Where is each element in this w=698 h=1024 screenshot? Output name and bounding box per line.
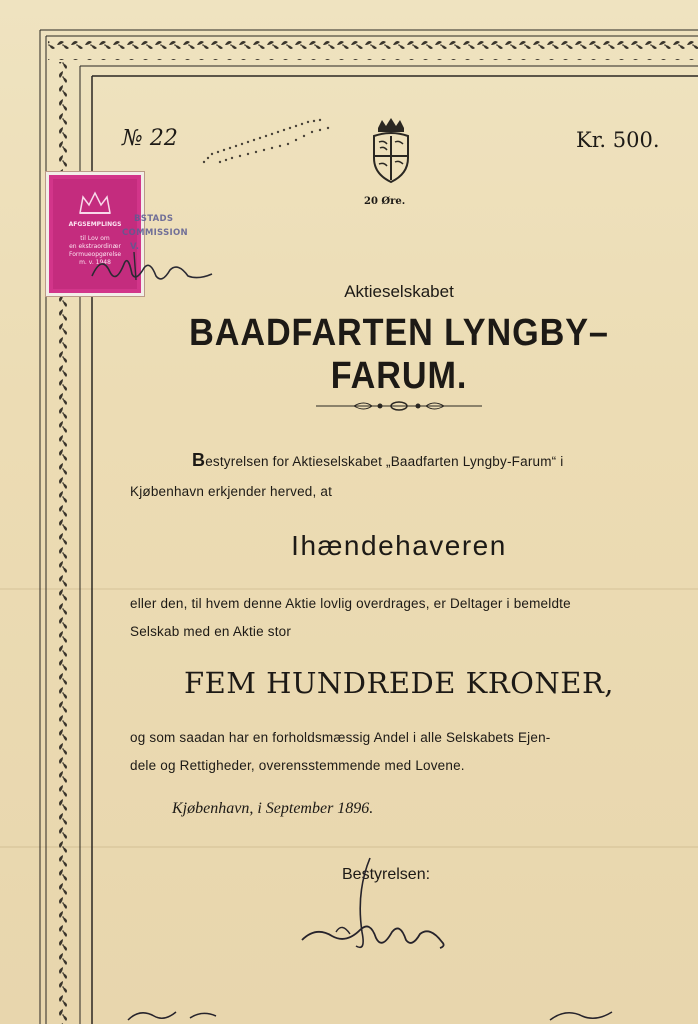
stamp-crown-icon [77,191,113,217]
stamp-line-4: Formueopgørelse [68,251,122,258]
number-value: 22 [149,126,178,151]
board-signature [296,852,456,962]
paragraph-2-line-2: Selskab med en Aktie stor [130,624,292,639]
royal-crest-icon [368,118,414,190]
drop-initial: B [192,450,206,470]
ornament-divider [314,396,484,416]
certificate-number [122,126,178,151]
stamp-line-2: til Lov om [80,235,110,242]
lower-signatures [120,1004,698,1024]
value-in-words: FEM HUNDREDE KRONER, [183,666,615,700]
stamp-duty: 20 Øre. [364,196,406,207]
paragraph-1-line-1 [192,450,564,471]
company-name: BAADFARTEN LYNGBY–FARUM. [189,312,609,397]
paragraph-2-line-1: eller den, til hvem denne Aktie lovlig overdrages, er Deltager i bemeldte [130,596,571,611]
place-and-date: Kjøbenhavn, i September 1896. [172,800,374,817]
paragraph-3-line-2: dele og Rettigheder, overensstemmende med Lovene. [130,758,465,773]
bearer-heading: Ihændehaveren [291,530,507,561]
signatory-label: Bestyrelsen: [342,866,431,883]
paragraph-3-line-1: og som saadan har en forholdsmæssig Andel i alle Selskabets Ejen- [130,730,551,745]
perforation-cancel-mark [200,118,350,168]
paragraph-1-text: estyrelsen for Aktieselskabet „Baadfarten Lyngby-Farum“ i [205,454,564,469]
overprint-line-1: BSTADS [134,214,174,224]
stamp-line-5: m. v. 1948 [79,259,111,266]
number-prefix: № [122,126,143,151]
overprint-line-2: COMMISSION [122,228,188,238]
overprint-line-3: V. [130,242,140,252]
paragraph-1-line-2: Kjøbenhavn erkjender herved, at [130,484,333,499]
stamp-line-3: en ekstraordinær [69,243,121,250]
share-amount: Kr. 500. [576,128,660,152]
company-intro: Aktieselskabet [344,282,454,301]
stamp-line-1: AFGSEMPLINGS [68,221,122,228]
